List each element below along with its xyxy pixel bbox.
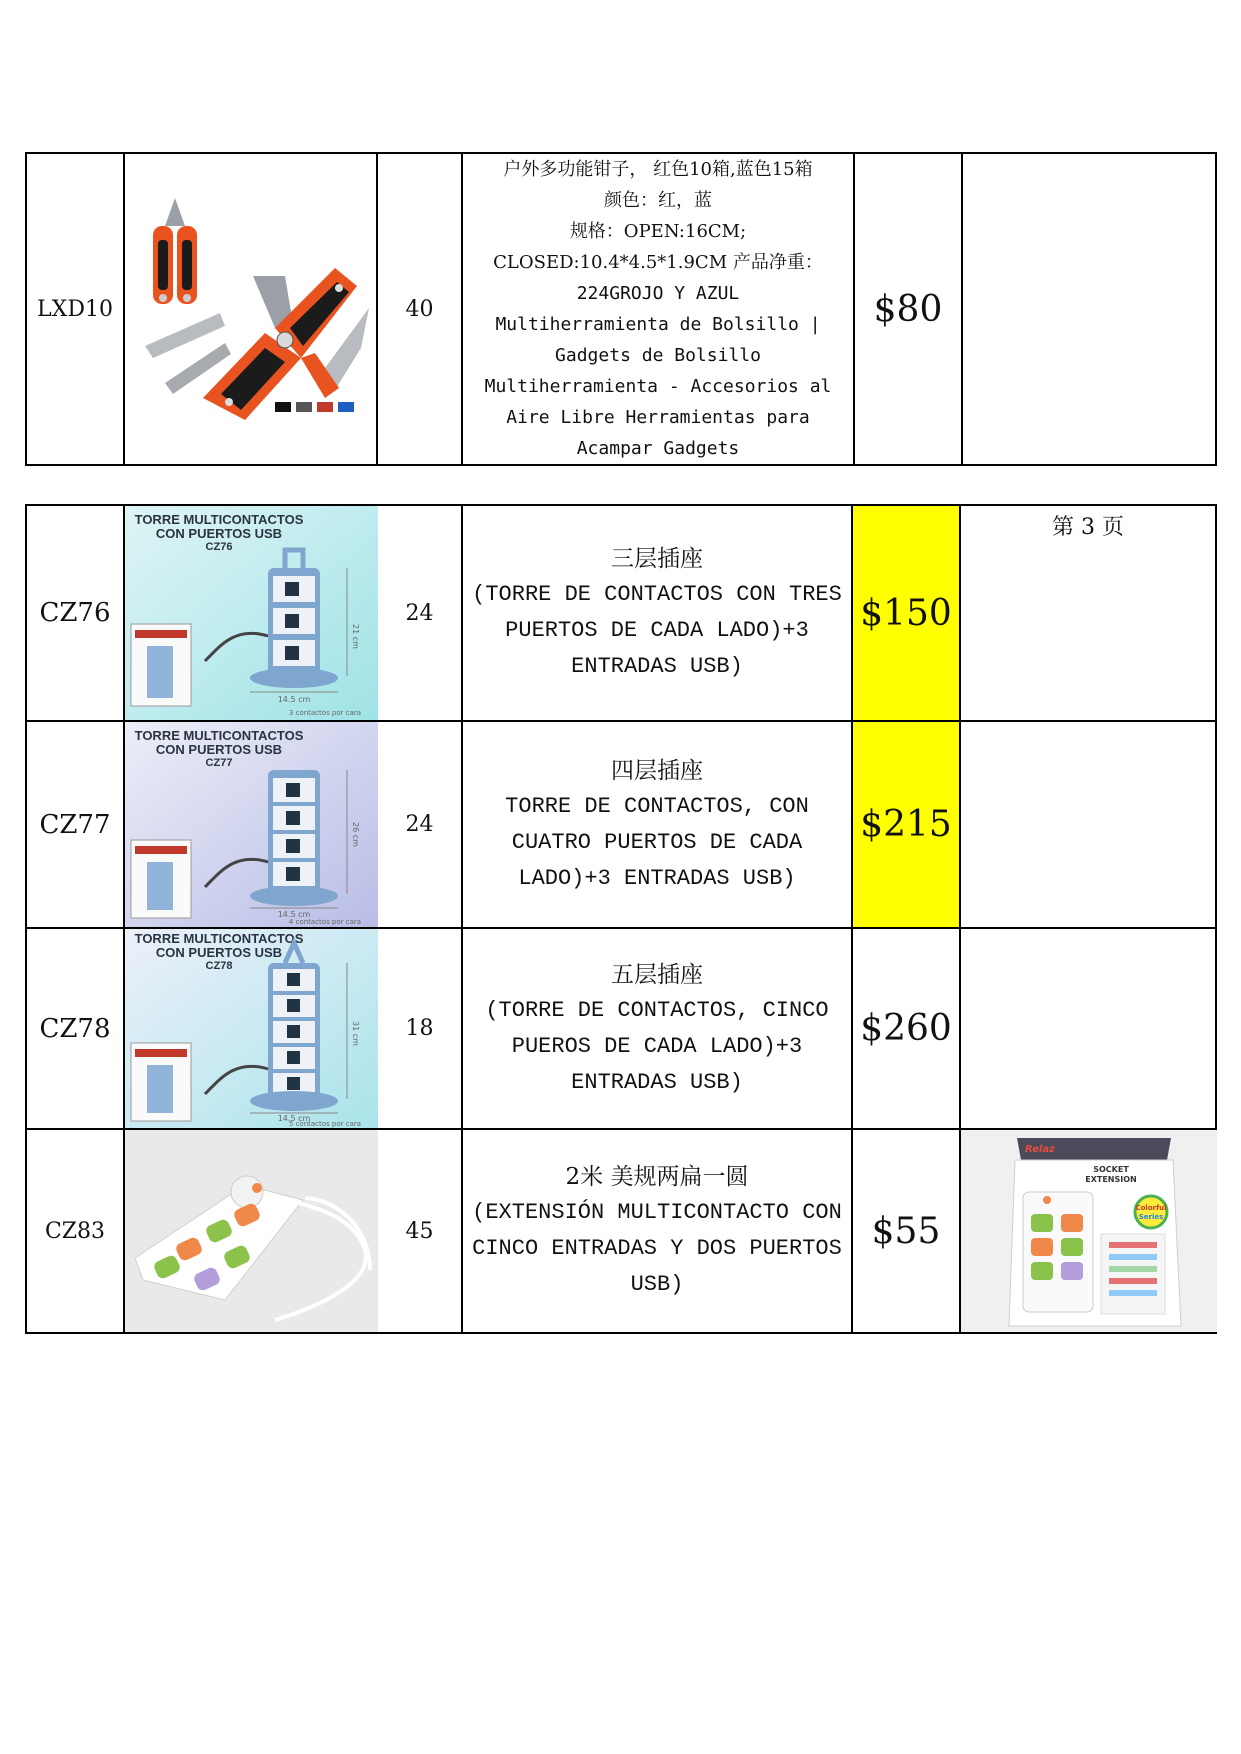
- empty-cell: [960, 721, 1216, 928]
- product-quantity: 24: [377, 505, 462, 721]
- image-dim-height: 31 cm: [351, 1021, 360, 1046]
- image-dim-width: 14.5 cm: [277, 1114, 311, 1123]
- image-caption: 3 contactos por cara: [288, 709, 362, 717]
- desc-line: PUERTOS DE CADA LADO)+3: [505, 618, 809, 643]
- image-dim-width: 14.5 cm: [277, 695, 311, 704]
- image-model: CZ77: [205, 757, 233, 769]
- image-title: TORRE MULTICONTACTOS: [134, 931, 304, 946]
- desc-line: CUATRO PUERTOS DE CADA: [511, 829, 803, 855]
- product-price: $215: [852, 721, 960, 928]
- table-row: [26, 153, 1216, 465]
- package-brand: Relaz: [1025, 1144, 1055, 1155]
- desc-line: (TORRE DE CONTACTOS CON TRES: [472, 582, 842, 607]
- product-price: $150: [852, 505, 960, 721]
- power-strip-image: [125, 1130, 378, 1332]
- socket-tower-image: [125, 506, 378, 720]
- product-price: $55: [852, 1129, 960, 1333]
- desc-title-zh: 三层插座: [611, 546, 703, 572]
- desc-title-zh: 四层插座: [611, 757, 703, 784]
- product-image-cell: [124, 1129, 377, 1333]
- desc-line: 颜色：红，蓝: [604, 190, 712, 211]
- desc-line: LADO)+3 ENTRADAS USB): [518, 865, 796, 891]
- image-caption: 5 contactos por cara: [288, 1120, 362, 1128]
- desc-line: Aire Libre Herramientas para: [506, 407, 810, 428]
- product-description: [462, 153, 854, 465]
- product-price: $80: [854, 153, 962, 465]
- product-code: LXD10: [26, 153, 124, 465]
- image-model: CZ76: [205, 541, 233, 553]
- product-image-cell: [124, 928, 377, 1129]
- empty-cell: [962, 153, 1216, 465]
- product-price: $260: [852, 928, 960, 1129]
- product-quantity: 40: [377, 153, 462, 465]
- desc-title-zh: 五层插座: [611, 961, 703, 988]
- package-title: SOCKET: [1093, 1165, 1129, 1174]
- desc-line: Acampar Gadgets: [576, 438, 740, 459]
- product-quantity: 24: [377, 721, 462, 928]
- package-image-cell: [960, 1129, 1216, 1333]
- desc-line: Multiherramienta - Accesorios al: [484, 376, 832, 397]
- desc-line: CLOSED:10.4*4.5*1.9CM 产品净重：: [493, 252, 823, 273]
- table-row: [26, 721, 1216, 928]
- desc-line: 224GROJO Y AZUL: [576, 283, 740, 304]
- package-subtitle: EXTENSION: [1085, 1175, 1137, 1184]
- image-model: CZ78: [205, 960, 233, 972]
- image-subtitle: CON PUERTOS USB: [155, 742, 283, 757]
- table-row: [26, 505, 1216, 721]
- product-description: [462, 721, 852, 928]
- product-image-cell: [124, 721, 377, 928]
- product-description: [462, 505, 852, 721]
- product-image-cell: [124, 153, 377, 465]
- desc-line: 规格：OPEN:16CM;: [569, 221, 747, 242]
- desc-line: ENTRADAS USB): [571, 1069, 743, 1095]
- desc-line: Multiherramienta de Bolsillo |: [495, 314, 821, 335]
- image-subtitle: CON PUERTOS USB: [155, 526, 283, 541]
- product-code: CZ83: [26, 1129, 124, 1333]
- desc-line: (TORRE DE CONTACTOS, CINCO: [485, 997, 829, 1023]
- product-quantity: 45: [377, 1129, 462, 1333]
- table-row: [26, 1129, 1216, 1333]
- desc-line: TORRE DE CONTACTOS, CON: [505, 793, 809, 819]
- product-code: CZ77: [26, 721, 124, 928]
- package-image: [961, 1130, 1217, 1332]
- product-image-cell: [124, 505, 377, 721]
- product-quantity: 18: [377, 928, 462, 1129]
- socket-tower-image: [125, 722, 378, 927]
- desc-line: USB): [630, 1272, 684, 1297]
- image-subtitle: CON PUERTOS USB: [155, 945, 283, 960]
- package-series-label: Colorful: [1135, 1204, 1167, 1212]
- closed-multitool: [153, 198, 197, 304]
- socket-tower-image: [125, 929, 378, 1128]
- desc-line: (EXTENSIÓN MULTICONTACTO CON: [472, 1200, 842, 1225]
- desc-line: ENTRADAS USB): [571, 654, 743, 679]
- product-code: CZ78: [26, 928, 124, 1129]
- image-title: TORRE MULTICONTACTOS: [134, 512, 304, 527]
- empty-cell: [960, 928, 1216, 1129]
- desc-line: 户外多功能钳子， 红色10箱,蓝色15箱: [503, 159, 813, 180]
- product-description: [462, 928, 852, 1129]
- desc-line: Gadgets de Bolsillo: [555, 345, 761, 366]
- desc-line: CINCO ENTRADAS Y DOS PUERTOS: [472, 1236, 842, 1261]
- image-title: TORRE MULTICONTACTOS: [134, 728, 304, 743]
- product-description: [462, 1129, 852, 1333]
- product-table-2: [25, 504, 1217, 1334]
- color-swatches: [275, 402, 354, 412]
- image-dim-height: 21 cm: [351, 624, 360, 649]
- product-code: CZ76: [26, 505, 124, 721]
- product-table-1: [25, 152, 1217, 466]
- page-number: 第 3 页: [960, 505, 1216, 721]
- image-caption: 4 contactos por cara: [288, 918, 362, 926]
- desc-title-zh: 2米 美规两扁一圆: [565, 1164, 749, 1190]
- multitool-pliers-image: [125, 158, 378, 460]
- desc-line: PUEROS DE CADA LADO)+3: [511, 1033, 803, 1059]
- image-dim-width: 14.5 cm: [277, 910, 311, 919]
- image-dim-height: 26 cm: [351, 822, 360, 847]
- table-row: [26, 928, 1216, 1129]
- package-series-sub: Series: [1138, 1213, 1164, 1221]
